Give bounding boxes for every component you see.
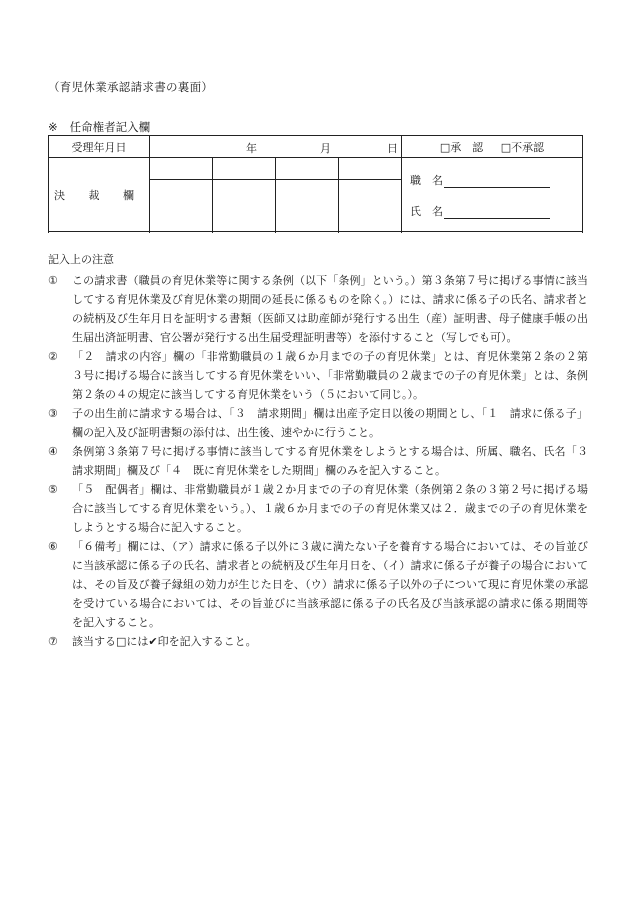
note-item [48,442,599,480]
note-number: ⑤ [48,483,58,496]
receipt-date-field[interactable] [150,136,402,158]
name-line[interactable] [410,203,550,219]
name-blank[interactable] [444,206,550,219]
note-mark: ※ [48,120,58,134]
receipt-row [49,136,583,158]
note-text: 「６備考」欄には、（ア）請求に係る子以外に３歳に満たない子を養育する場合においては、その旨並びに当該承認に係る子の氏名、請求者との続柄及び生年月日を、（イ）請求に係る子が養子の場合においては、その旨及び養子縁組の効力が生じた日を、（ウ）請求に係る子以外の子について現に育児休業の承認を受けている場合においては、その旨並びに当該承認に係る子の氏名及び当該承認の請求に係る期間等を記入すること。 [72,540,588,629]
note-item [48,537,588,632]
day-label: 日 [387,142,398,155]
position-blank[interactable] [444,175,550,188]
note-number: ⑦ [48,635,58,648]
note-number: ⑥ [48,540,58,553]
signature-cell [402,158,583,232]
position-label: 職 名 [410,174,443,187]
note-item [48,404,588,442]
stamp-box-8[interactable] [339,180,402,232]
stamp-box-3[interactable] [276,158,339,180]
note-number: ③ [48,407,58,420]
note-item [48,347,588,404]
authorizer-table [48,135,583,232]
approve-checkbox[interactable]: □承 認 [439,140,484,154]
note-number: ④ [48,445,58,458]
decision-label: 決 裁 欄 [49,158,150,232]
section-title [48,119,150,135]
stamp-box-1[interactable] [150,158,213,180]
note-text: 「２ 請求の内容」欄の「非常勤職員の１歳６か月までの子の育児休業」とは、育児休業第２条の２第３号に掲げる場合に該当してする育児休業をいい、「非常勤職員の２歳までの子の育児休業」とは、条例第２条の４の規定に該当してする育児休業をいう（５において同じ。）。 [72,350,588,401]
stamp-box-5[interactable] [150,180,213,232]
page-heading: （育児休業承認請求書の裏面） [48,80,214,94]
stamp-box-6[interactable] [213,180,276,232]
note-item [48,480,588,537]
section-title-text: 任命権者記入欄 [69,120,151,134]
note-text: 条例第３条第７号に掲げる事情に該当してする育児休業をしようとする場合は、所属、職名、氏名「３ 請求期間」欄及び「４ 既に育児休業をした期間」欄のみを記入すること。 [72,445,599,477]
note-text: 「５ 配偶者」欄は、非常勤職員が１歳２か月までの子の育児休業（条例第２条の３第２号に掲げる場合に該当してする育児休業をいう。）、１歳６か月までの子の育児休業又は２．歳までの子の育児休業をしようとする場合に記入すること。 [72,483,588,534]
note-number: ② [48,350,58,363]
position-line[interactable] [410,172,550,188]
stamp-box-2[interactable] [213,158,276,180]
stamp-box-7[interactable] [276,180,339,232]
name-label: 氏 名 [410,205,443,218]
year-label: 年 [246,142,257,155]
note-text: この請求書（職員の育児休業等に関する条例（以下「条例」という。）第３条第７号に掲げる事情に該当してする育児休業及び育児休業の期間の延長に係るものを除く。）には、請求に係る子の氏名、請求者との続柄及び生年月日を証明する書類（医師又は助産師が発行する出生（産）証明書、母子健康手帳の出生届出済証明書、官公署が発行する出生届受理証明書等）を添付すること（写しでも可）。 [72,274,588,344]
note-item [48,632,588,651]
note-text: 該当する□には✔印を記入すること。 [72,635,257,648]
decision-row [49,158,583,180]
note-item [48,271,588,347]
approval-checkboxes[interactable] [402,136,583,158]
stamp-box-4[interactable] [339,158,402,180]
note-text: 子の出生前に請求する場合は、「３ 請求期間」欄は出産予定日以後の期間とし、「１ 請求に係る子」欄の記入及び証明書類の添付は、出生後、速やかに行うこと。 [72,407,588,439]
notes-title: 記入上の注意 [48,253,114,266]
month-label: 月 [320,142,331,155]
notes-section [48,250,599,651]
receipt-date-label: 受理年月日 [49,136,150,158]
disapprove-checkbox[interactable]: □不承認 [500,140,545,154]
note-number: ① [48,274,58,287]
